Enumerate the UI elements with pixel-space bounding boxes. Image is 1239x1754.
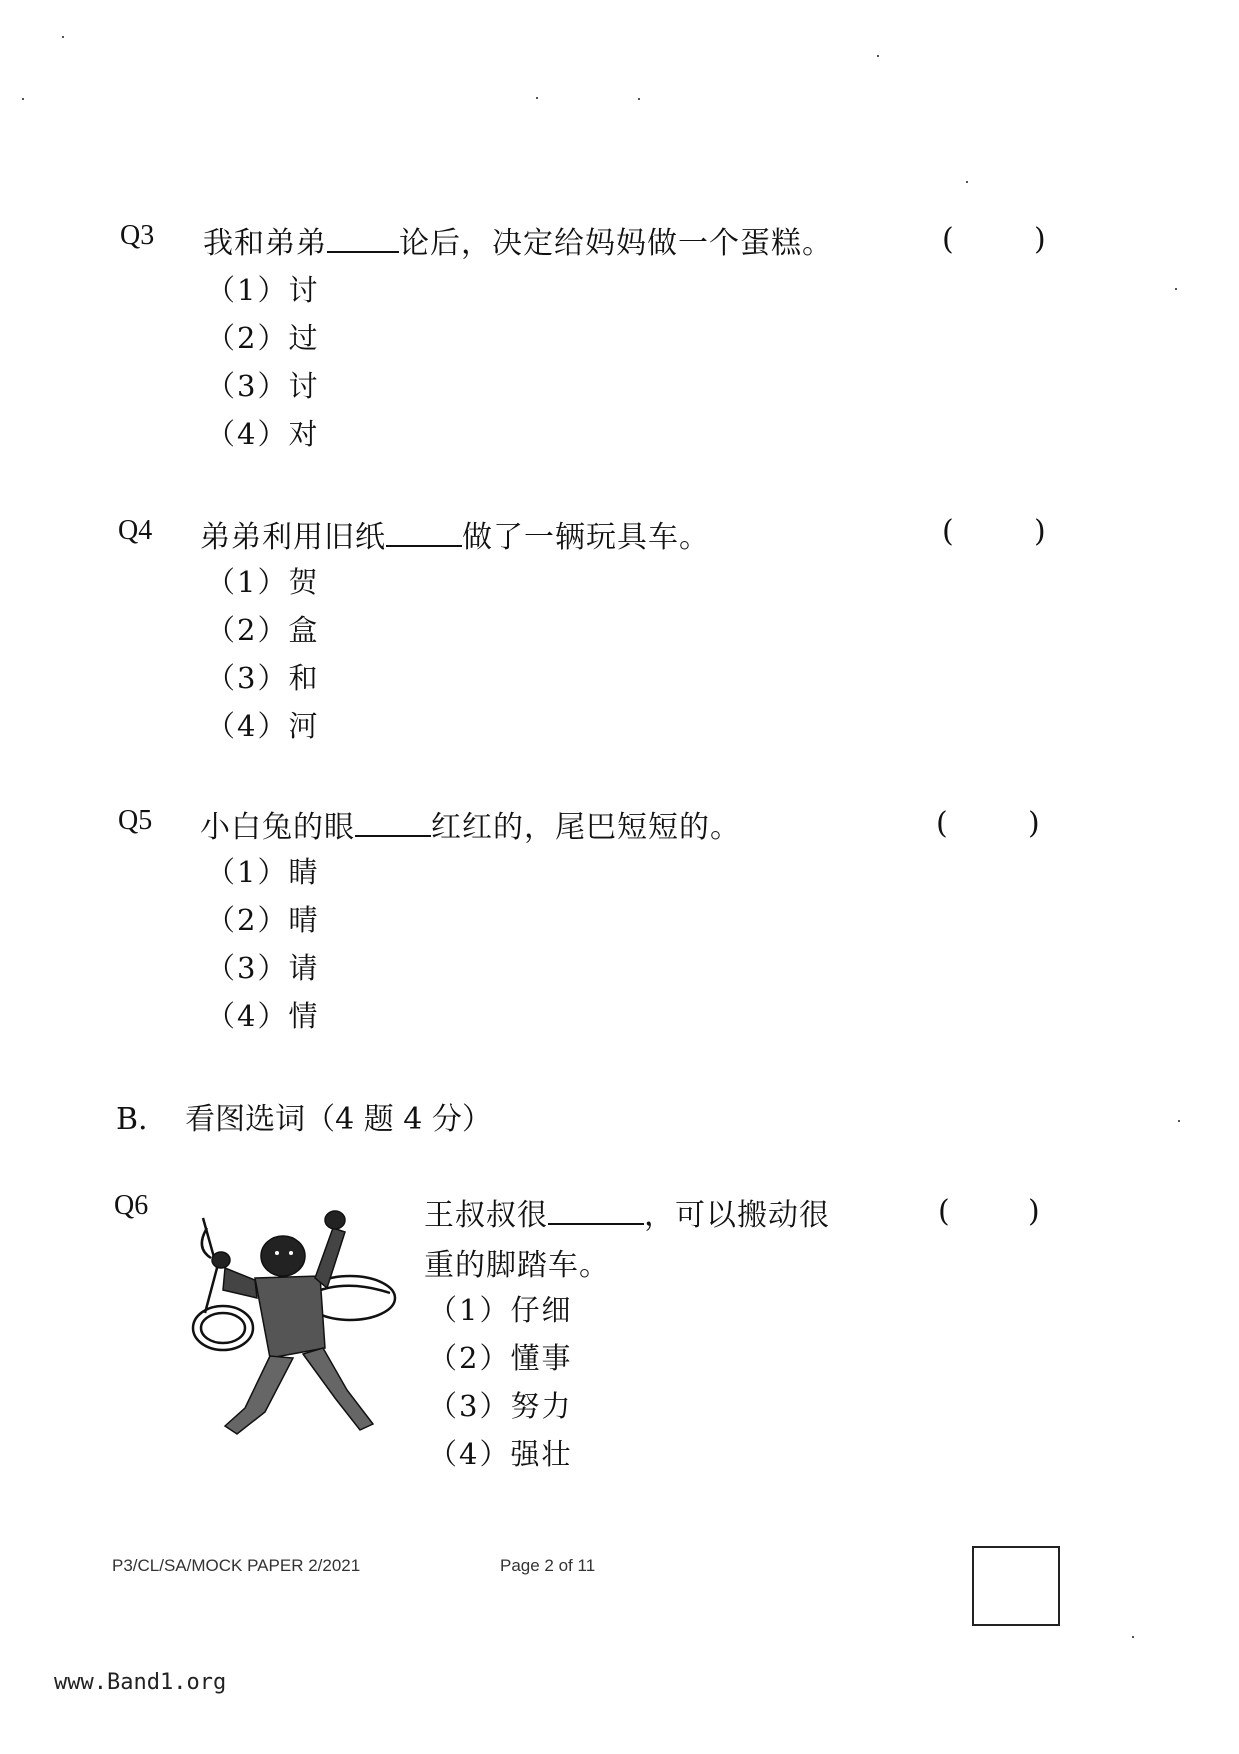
scan-speck bbox=[62, 36, 64, 38]
option-4[interactable]: （4）强壮 bbox=[428, 1437, 573, 1471]
answer-paren-open: ( bbox=[942, 514, 954, 549]
option-3[interactable]: （3）讨 bbox=[206, 369, 320, 403]
question-q6 bbox=[114, 1190, 148, 1222]
answer-paren-open: ( bbox=[936, 806, 948, 841]
option-2[interactable]: （2）过 bbox=[206, 321, 320, 355]
answer-blank bbox=[327, 225, 399, 253]
question-q5 bbox=[118, 805, 152, 837]
section-label: B. bbox=[116, 1102, 148, 1137]
answer-paren-open: ( bbox=[942, 222, 954, 257]
question-number: Q6 bbox=[114, 1190, 149, 1221]
answer-paren-close: ) bbox=[1028, 1194, 1040, 1229]
scan-speck bbox=[877, 55, 879, 57]
answer-blank bbox=[355, 809, 431, 837]
option-3[interactable]: （3）和 bbox=[206, 661, 320, 695]
strongman-illustration bbox=[185, 1198, 415, 1448]
scan-speck bbox=[22, 98, 24, 100]
scan-speck bbox=[1175, 288, 1177, 290]
scan-speck bbox=[1132, 1636, 1134, 1638]
question-q3 bbox=[120, 220, 154, 252]
option-2[interactable]: （2）晴 bbox=[206, 903, 320, 937]
watermark: www.Band1.org bbox=[54, 1670, 227, 1695]
question-stem: 弟弟利用旧纸 做了一辆玩具车。 bbox=[200, 520, 710, 555]
answer-paren-close: ) bbox=[1028, 806, 1040, 841]
section-title: 看图选词（4 题 4 分） bbox=[185, 1102, 492, 1137]
option-1[interactable]: （1）贺 bbox=[206, 565, 320, 599]
answer-paren-close: ) bbox=[1034, 222, 1046, 257]
option-4[interactable]: （4）河 bbox=[206, 709, 320, 743]
scan-speck bbox=[1178, 1120, 1180, 1122]
option-3[interactable]: （3）努力 bbox=[428, 1389, 573, 1423]
footer-code: P3/CL/SA/MOCK PAPER 2/2021 bbox=[112, 1556, 361, 1575]
scan-speck bbox=[536, 97, 538, 99]
question-number: Q3 bbox=[120, 220, 155, 251]
answer-blank bbox=[548, 1197, 644, 1225]
scan-speck bbox=[966, 181, 968, 183]
option-3[interactable]: （3）请 bbox=[206, 951, 320, 985]
question-number: Q4 bbox=[118, 515, 153, 546]
option-4[interactable]: （4）对 bbox=[206, 417, 320, 451]
question-stem: 我和弟弟 论后，决定给妈妈做一个蛋糕。 bbox=[203, 226, 833, 261]
question-q4 bbox=[118, 515, 152, 547]
answer-blank bbox=[386, 519, 462, 547]
section-heading bbox=[116, 1094, 492, 1138]
footer-page: Page 2 of 11 bbox=[500, 1556, 596, 1575]
question-stem-line-2: 重的脚踏车。 bbox=[424, 1248, 610, 1283]
option-1[interactable]: （1）睛 bbox=[206, 855, 320, 889]
option-1[interactable]: （1）仔细 bbox=[428, 1293, 573, 1327]
option-4[interactable]: （4）情 bbox=[206, 999, 320, 1033]
scan-speck bbox=[638, 98, 640, 100]
answer-paren-open: ( bbox=[938, 1194, 950, 1229]
question-stem: 小白兔的眼 红红的，尾巴短短的。 bbox=[200, 810, 741, 845]
option-1[interactable]: （1）讨 bbox=[206, 273, 320, 307]
question-stem-line-1: 王叔叔很 ，可以搬动很 bbox=[424, 1198, 830, 1233]
question-number: Q5 bbox=[118, 805, 153, 836]
option-2[interactable]: （2）盒 bbox=[206, 613, 320, 647]
answer-paren-close: ) bbox=[1034, 514, 1046, 549]
option-2[interactable]: （2）懂事 bbox=[428, 1341, 573, 1375]
score-box bbox=[972, 1546, 1060, 1626]
